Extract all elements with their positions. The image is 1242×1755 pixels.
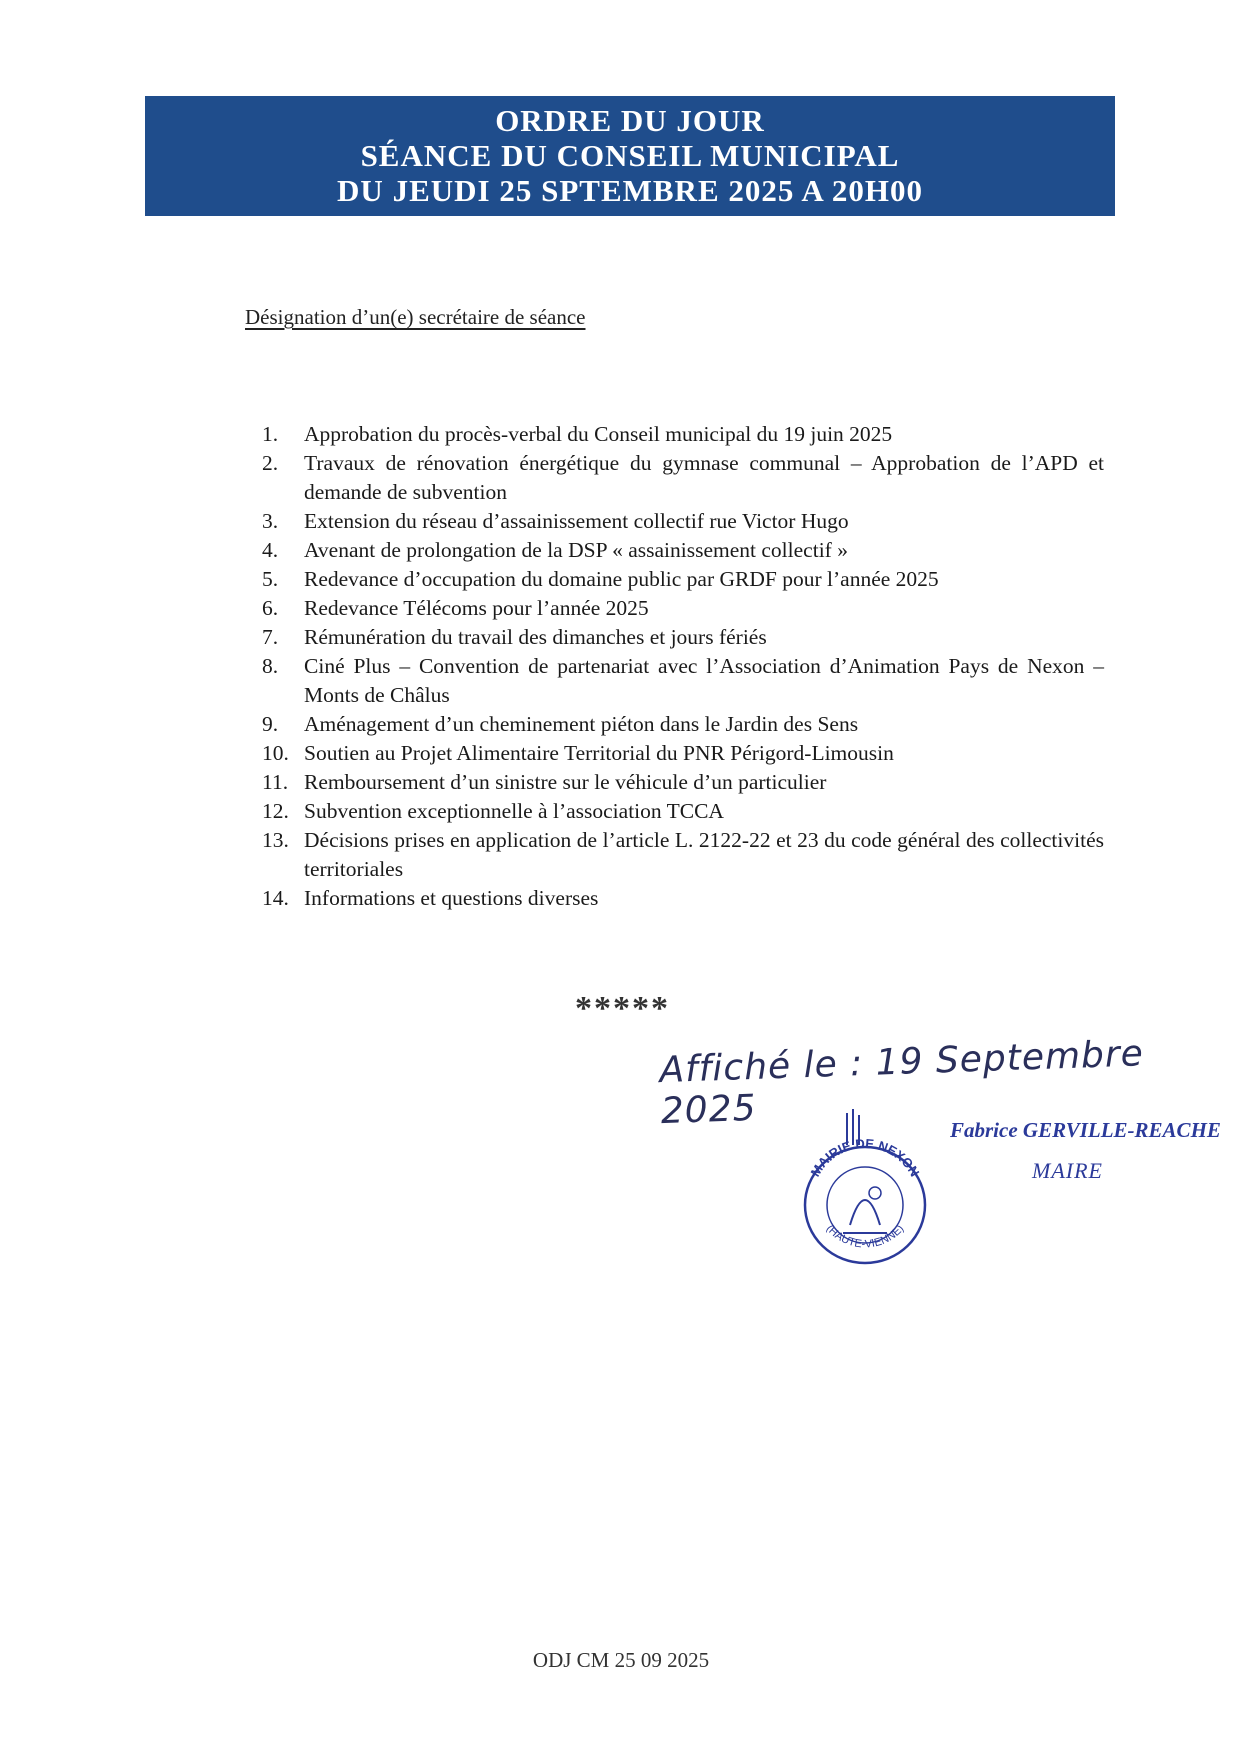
footer-reference: ODJ CM 25 09 2025 <box>532 1648 710 1672</box>
svg-text:MAIRIE DE NEXON <box>808 1136 923 1179</box>
agenda-item-text: Redevance d’occupation du domaine public par GRDF pour l’année 2025 <box>304 567 939 591</box>
agenda-item <box>262 652 1104 710</box>
agenda-item <box>262 536 1104 565</box>
agenda-item-number: 12. <box>262 799 289 823</box>
agenda-item-number: 5. <box>262 567 279 591</box>
agenda-item-number: 3. <box>262 509 279 533</box>
agenda-item-text: Aménagement d’un cheminement piéton dans le Jardin des Sens <box>304 712 859 736</box>
secretary-designation: Désignation d’un(e) secrétaire de séance <box>245 305 586 329</box>
agenda-item <box>262 565 1104 594</box>
agenda-item-text: Approbation du procès-verbal du Conseil municipal du 19 juin 2025 <box>304 422 893 446</box>
agenda-item <box>262 797 1104 826</box>
svg-text:(HAUTE-VIENNE) <box>824 1223 907 1251</box>
town-hall-stamp <box>795 1105 935 1270</box>
header-subtitle: SÉANCE DU CONSEIL MUNICIPAL <box>360 138 900 173</box>
agenda-item-text: Ciné Plus – Convention de partenariat avec l’Association d’Animation Pays de Nexon – Monts de Châlus <box>304 654 1104 707</box>
agenda-item-text: Remboursement d’un sinistre sur le véhicule d’un particulier <box>304 770 827 794</box>
agenda-item <box>262 623 1104 652</box>
agenda-item <box>262 710 1104 739</box>
agenda-item <box>262 826 1104 884</box>
agenda-item-text: Soutien au Projet Alimentaire Territorial du PNR Périgord-Limousin <box>304 741 894 765</box>
separator-stars: ***** <box>575 990 670 1027</box>
agenda-item-text: Rémunération du travail des dimanches et jours fériés <box>304 625 767 649</box>
agenda-item-text: Travaux de rénovation énergétique du gymnase communal – Approbation de l’APD et demande de subvention <box>304 451 1104 504</box>
agenda-item-number: 2. <box>262 451 279 475</box>
mayor-title: MAIRE <box>1032 1158 1103 1183</box>
agenda-item <box>262 884 1104 913</box>
header-banner <box>145 96 1115 216</box>
agenda-item-text: Décisions prises en application de l’article L. 2122-22 et 23 du code général des collectivités territoriales <box>304 828 1104 881</box>
agenda-item-text: Extension du réseau d’assainissement collectif rue Victor Hugo <box>304 509 849 533</box>
agenda-item-text: Informations et questions diverses <box>304 886 599 910</box>
header-date: DU JEUDI 25 SPTEMBRE 2025 A 20H00 <box>337 173 923 208</box>
agenda-item-number: 11. <box>262 770 289 794</box>
agenda-item <box>262 768 1104 797</box>
agenda-item-number: 6. <box>262 596 279 620</box>
posted-date-handwritten: Affiché le : 19 Septembre 2025 <box>658 1033 1145 1133</box>
agenda-item-number: 1. <box>262 422 279 446</box>
agenda-item-number: 8. <box>262 654 279 678</box>
stamp-top-text: MAIRIE DE NEXON <box>807 1135 923 1180</box>
header-title: ORDRE DU JOUR <box>495 103 765 138</box>
agenda-item-number: 4. <box>262 538 279 562</box>
agenda-item <box>262 420 1104 449</box>
agenda-item-number: 7. <box>262 625 279 649</box>
agenda-item-text: Subvention exceptionnelle à l’association TCCA <box>304 799 724 823</box>
mayor-name: Fabrice GERVILLE-REACHE <box>950 1118 1221 1142</box>
agenda-list <box>262 420 1104 913</box>
agenda-item <box>262 507 1104 536</box>
stamp-bottom-text: (HAUTE-VIENNE) <box>823 1222 907 1251</box>
agenda-item-number: 14. <box>262 886 289 910</box>
agenda-item <box>262 449 1104 507</box>
agenda-item-text: Avenant de prolongation de la DSP « assainissement collectif » <box>304 538 848 562</box>
agenda-item-number: 10. <box>262 741 289 765</box>
agenda-item-text: Redevance Télécoms pour l’année 2025 <box>304 596 649 620</box>
agenda-item-number: 13. <box>262 828 289 852</box>
agenda-item <box>262 739 1104 768</box>
agenda-item-number: 9. <box>262 712 279 736</box>
agenda-item <box>262 594 1104 623</box>
